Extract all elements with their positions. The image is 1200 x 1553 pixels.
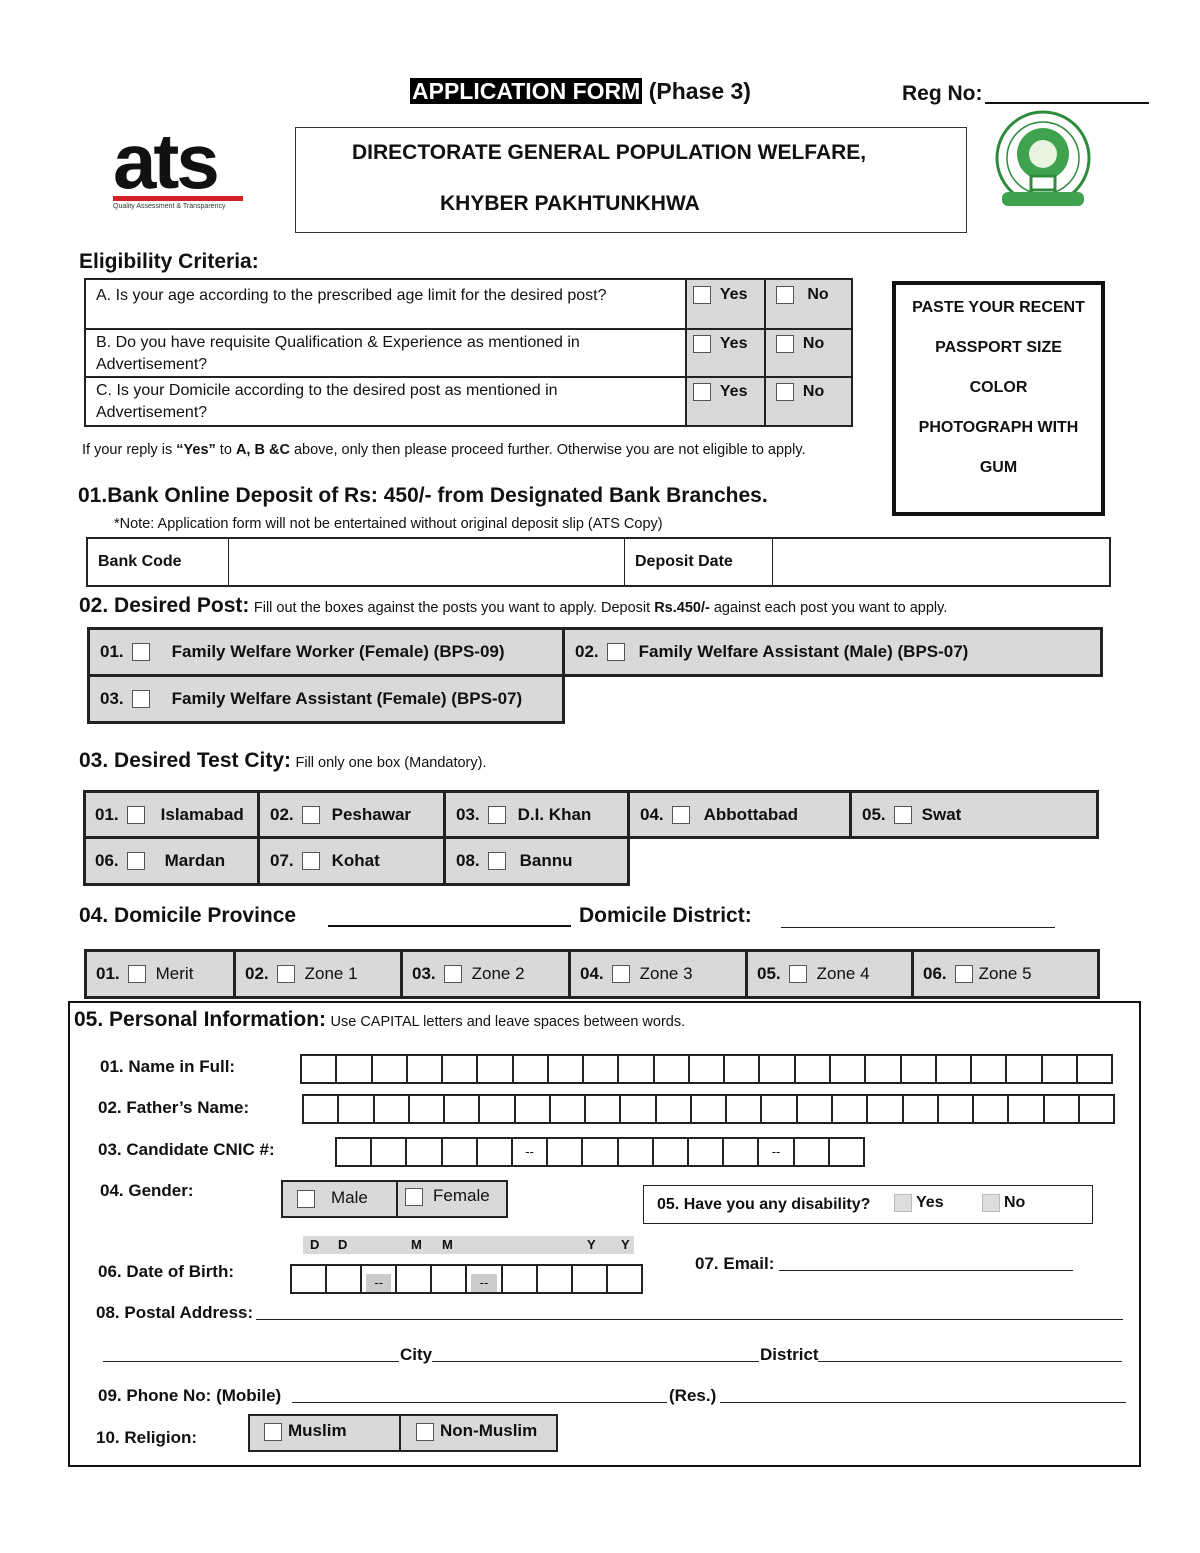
char-cell[interactable] (687, 1137, 722, 1167)
char-cell[interactable] (829, 1054, 864, 1084)
char-cell[interactable] (794, 1054, 829, 1084)
post-num: 02. (575, 642, 599, 661)
eligibility-b-no[interactable] (776, 335, 824, 353)
personal-subtitle: Use CAPITAL letters and leave spaces between words. (330, 1014, 686, 1030)
test-city-heading (79, 749, 486, 773)
char-cell[interactable] (547, 1054, 582, 1084)
city-label: City (400, 1345, 433, 1364)
photo-line-5: GUM (979, 459, 1018, 476)
checkbox-icon[interactable] (693, 335, 711, 353)
eligibility-a-no[interactable] (776, 286, 829, 304)
city-option-1[interactable] (83, 790, 260, 839)
checkbox-icon[interactable] (277, 965, 295, 983)
city-label: Kohat (331, 851, 380, 870)
city-option-5[interactable] (849, 790, 1099, 839)
dob-header-d2: D (338, 1237, 348, 1252)
checkbox-icon[interactable] (776, 335, 794, 353)
zone-num: 02. (245, 964, 269, 983)
father-name-label: 02. Father’s Name: (98, 1098, 250, 1117)
gender-label: 04. Gender: (100, 1181, 194, 1200)
dob-header-m2: M (442, 1237, 453, 1252)
reg-no (902, 82, 983, 106)
char-cell[interactable] (443, 1094, 478, 1124)
note-abc: A, B &C (235, 442, 290, 458)
city-num: 01. (95, 804, 119, 824)
city-num: 08. (456, 851, 480, 870)
char-cell[interactable] (290, 1264, 325, 1294)
checkbox-icon[interactable] (488, 852, 506, 870)
yes-label: Yes (719, 286, 748, 304)
checkbox-icon[interactable] (607, 643, 625, 661)
personal-heading (74, 1008, 685, 1032)
city-num: 03. (456, 804, 480, 824)
char-cell[interactable] (408, 1094, 443, 1124)
char-cell[interactable] (970, 1054, 1005, 1084)
city-label: Peshawar (331, 804, 412, 824)
zone-label: Zone 4 (816, 964, 870, 983)
char-cell[interactable] (655, 1094, 690, 1124)
char-cell[interactable] (606, 1264, 643, 1294)
char-cell[interactable] (1007, 1094, 1042, 1124)
zone-num: 06. (923, 964, 947, 983)
char-cell[interactable] (690, 1094, 725, 1124)
char-cell[interactable] (581, 1137, 616, 1167)
checkbox-icon[interactable] (405, 1188, 423, 1206)
city-num: 04. (640, 804, 664, 824)
char-cell[interactable] (831, 1094, 866, 1124)
post-option-3[interactable] (87, 674, 565, 724)
disability-box (643, 1185, 1093, 1224)
postal-address-label: 08. Postal Address: (96, 1303, 254, 1322)
city-option-4[interactable] (627, 790, 852, 839)
city-option-7[interactable] (257, 836, 446, 886)
char-cell[interactable] (902, 1094, 937, 1124)
checkbox-icon[interactable] (693, 286, 711, 304)
sub-b: Rs.450/- (654, 600, 710, 616)
dob-header-y2: Y (621, 1237, 630, 1252)
reg-no-label: Reg No: (902, 82, 983, 105)
eligibility-table (84, 278, 853, 427)
phone-res-field[interactable] (720, 1402, 1126, 1403)
char-cell[interactable] (1043, 1094, 1078, 1124)
checkbox-icon[interactable] (416, 1423, 434, 1441)
checkbox-icon[interactable] (612, 965, 630, 983)
zone-num: 05. (757, 964, 781, 983)
checkbox-icon[interactable] (955, 965, 973, 983)
eligibility-question-b: B. Do you have requisite Qualification & Experience as mentioned in Advertisement? (96, 334, 580, 373)
checkbox-icon[interactable] (302, 806, 320, 824)
eligibility-question-a: A. Is your age according to the prescribed age limit for the desired post? (96, 287, 607, 304)
note-mid: to (215, 442, 236, 458)
char-cell[interactable] (512, 1054, 547, 1084)
zone-label: Zone 5 (978, 964, 1032, 983)
checkbox-icon[interactable] (128, 965, 146, 983)
zone-num: 01. (96, 964, 120, 983)
zone-option-4[interactable] (568, 949, 748, 999)
domicile-district-label: Domicile District: (579, 904, 752, 927)
eligibility-c-yes[interactable] (693, 383, 747, 401)
char-cell[interactable] (335, 1137, 370, 1167)
separator-text: -- (366, 1274, 391, 1292)
checkbox-icon[interactable] (672, 806, 690, 824)
bank-code-field[interactable] (230, 539, 623, 585)
checkbox-icon[interactable] (488, 806, 506, 824)
zone-label: Zone 2 (471, 964, 525, 983)
zone-label: Zone 3 (639, 964, 693, 983)
char-cell[interactable] (406, 1054, 441, 1084)
dis-no-label: No (1004, 1194, 1026, 1212)
city-label: Swat (921, 804, 962, 824)
char-cell[interactable] (371, 1054, 406, 1084)
bank-code-label: Bank Code (98, 553, 182, 570)
city-label: Mardan (164, 851, 226, 870)
checkbox-icon[interactable] (264, 1423, 282, 1441)
form-title (410, 78, 751, 105)
zone-option-5[interactable] (745, 949, 914, 999)
char-cell[interactable] (722, 1137, 757, 1167)
religion-non-muslim[interactable] (416, 1421, 537, 1441)
char-cell[interactable] (405, 1137, 440, 1167)
post-option-1[interactable] (87, 627, 565, 677)
checkbox-icon[interactable] (297, 1190, 315, 1208)
zone-option-6[interactable] (911, 949, 1100, 999)
char-cell[interactable] (430, 1264, 465, 1294)
char-cell[interactable] (584, 1094, 619, 1124)
eligibility-title: Eligibility Criteria: (79, 250, 259, 273)
char-cell[interactable] (441, 1054, 476, 1084)
organization-box (295, 127, 967, 233)
post-label: Family Welfare Worker (Female) (BPS-09) (171, 642, 505, 661)
logo-tagline: Quality Assessment & Transparency (113, 203, 226, 210)
bank-table (86, 537, 1111, 587)
char-cell[interactable] (758, 1054, 793, 1084)
phone-mobile-field[interactable] (292, 1402, 667, 1403)
checkbox-icon[interactable] (894, 1194, 912, 1212)
checkbox-icon[interactable] (982, 1194, 1000, 1212)
char-cell[interactable] (571, 1264, 606, 1294)
char-cell[interactable] (866, 1094, 901, 1124)
dob-header (303, 1236, 634, 1254)
domicile-province-field[interactable] (328, 925, 571, 927)
char-cell[interactable] (793, 1137, 828, 1167)
checkbox-icon[interactable] (693, 383, 711, 401)
checkbox-icon[interactable] (444, 965, 462, 983)
photo-box[interactable] (892, 281, 1105, 516)
dob-header-d1: D (310, 1237, 320, 1252)
separator-text: -- (525, 1144, 534, 1159)
char-cell[interactable] (937, 1094, 972, 1124)
checkbox-icon[interactable] (789, 965, 807, 983)
test-city-subtitle: Fill only one box (Mandatory). (295, 755, 487, 771)
char-cell[interactable] (476, 1054, 511, 1084)
city-label: Bannu (519, 851, 573, 870)
religion-options (248, 1414, 558, 1452)
char-cell[interactable] (478, 1094, 513, 1124)
post-num: 03. (100, 689, 124, 708)
city-label: Islamabad (160, 804, 244, 824)
city-option-8[interactable] (443, 836, 630, 886)
district-label: District (760, 1345, 819, 1364)
cnic-grid[interactable] (335, 1137, 865, 1167)
disability-label: 05. Have you any disability? (657, 1196, 871, 1213)
photo-line-3: COLOR (969, 379, 1028, 396)
city-option-6[interactable] (83, 836, 260, 886)
dob-label: 06. Date of Birth: (98, 1262, 235, 1281)
dob-header-y1: Y (587, 1237, 596, 1252)
char-cell[interactable] (935, 1054, 970, 1084)
checkbox-icon[interactable] (776, 286, 794, 304)
char-cell[interactable] (1005, 1054, 1040, 1084)
dob-header-m1: M (411, 1237, 422, 1252)
zone-label: Zone 1 (304, 964, 358, 983)
personal-title: 05. Personal Information: (74, 1008, 327, 1031)
non-muslim-label: Non-Muslim (440, 1421, 538, 1440)
separator-cell (465, 1264, 500, 1294)
desired-post-title: 02. Desired Post: (79, 594, 250, 617)
dob-grid[interactable] (290, 1264, 643, 1294)
zone-option-3[interactable] (400, 949, 571, 999)
form-title-label: APPLICATION FORM (412, 78, 641, 104)
char-cell[interactable] (582, 1054, 617, 1084)
zone-option-2[interactable] (233, 949, 403, 999)
char-cell[interactable] (900, 1054, 935, 1084)
char-cell[interactable] (619, 1094, 654, 1124)
eligibility-a-yes[interactable] (693, 286, 747, 304)
eligibility-question-c: C. Is your Domicile according to the desired post as mentioned in Advertisement? (96, 382, 558, 421)
char-cell[interactable] (688, 1054, 723, 1084)
char-cell[interactable] (1041, 1054, 1076, 1084)
city-num: 07. (270, 851, 294, 870)
phone-res-label: (Res.) (669, 1386, 717, 1405)
city-num: 06. (95, 851, 119, 870)
zone-label: Merit (155, 964, 194, 983)
domicile-province-label: 04. Domicile Province (79, 904, 297, 927)
sub-a: Fill out the boxes against the posts you want to apply. Deposit (253, 600, 655, 616)
dis-yes-label: Yes (916, 1194, 944, 1212)
name-label: 01. Name in Full: (100, 1057, 236, 1076)
deposit-date-label: Deposit Date (635, 553, 733, 570)
checkbox-icon[interactable] (894, 806, 912, 824)
form-phase: (Phase 3) (648, 78, 751, 104)
cnic-label: 03. Candidate CNIC #: (98, 1140, 275, 1159)
desired-post-subtitle (254, 600, 947, 616)
checkbox-icon[interactable] (127, 852, 145, 870)
city-option-2[interactable] (257, 790, 446, 839)
phone-mobile-label: 09. Phone No: (Mobile) (98, 1386, 282, 1405)
post-option-2[interactable] (562, 627, 1103, 677)
gender-male[interactable] (297, 1188, 368, 1208)
email-label: 07. Email: (695, 1254, 775, 1273)
note-suffix: above, only then please proceed further. Otherwise you are not eligible to apply. (289, 442, 806, 458)
photo-line-1: PASTE YOUR RECENT (912, 299, 1085, 316)
char-cell[interactable] (395, 1264, 430, 1294)
zone-num: 04. (580, 964, 604, 983)
yes-label: Yes (719, 335, 748, 353)
char-cell[interactable] (828, 1137, 865, 1167)
zone-option-1[interactable] (84, 949, 236, 999)
char-cell[interactable] (325, 1264, 360, 1294)
char-cell[interactable] (441, 1137, 476, 1167)
char-cell[interactable] (536, 1264, 571, 1294)
city-option-3[interactable] (443, 790, 630, 839)
postal-address-field[interactable] (256, 1319, 1123, 1320)
char-cell[interactable] (760, 1094, 795, 1124)
disability-no[interactable] (982, 1194, 1025, 1212)
gender-options (281, 1180, 508, 1218)
note-yes: “Yes” (176, 442, 216, 458)
eligibility-c-no[interactable] (776, 383, 824, 401)
char-cell[interactable] (546, 1137, 581, 1167)
char-cell[interactable] (335, 1054, 370, 1084)
separator-text: -- (471, 1274, 496, 1292)
address-line-2-field[interactable] (103, 1361, 399, 1362)
char-cell[interactable] (549, 1094, 584, 1124)
char-cell[interactable] (337, 1094, 372, 1124)
char-cell[interactable] (653, 1054, 688, 1084)
char-cell[interactable] (501, 1264, 536, 1294)
post-num: 01. (100, 642, 124, 661)
eligibility-b-yes[interactable] (693, 335, 747, 353)
father-name-grid[interactable] (302, 1094, 1115, 1124)
separator-text: -- (771, 1144, 781, 1159)
city-num: 05. (862, 804, 886, 824)
separator-cell (757, 1137, 792, 1167)
char-cell[interactable] (617, 1054, 652, 1084)
char-cell[interactable] (725, 1094, 760, 1124)
city-num: 02. (270, 804, 294, 824)
city-label: Abbottabad (703, 804, 799, 824)
reg-no-field[interactable] (985, 102, 1149, 104)
no-label: No (802, 383, 825, 401)
logo-text: ats (113, 117, 217, 205)
photo-line-2: PASSPORT SIZE (935, 339, 1062, 356)
char-cell[interactable] (514, 1094, 549, 1124)
sub-c: against each post you want to apply. (709, 600, 948, 616)
checkbox-icon[interactable] (127, 806, 145, 824)
char-cell[interactable] (302, 1094, 337, 1124)
zone-num: 03. (412, 964, 436, 983)
char-cell[interactable] (373, 1094, 408, 1124)
religion-label: 10. Religion: (96, 1428, 198, 1447)
religion-muslim[interactable] (264, 1421, 347, 1441)
bank-note: *Note: Application form will not be entertained without original deposit slip (ATS Copy) (114, 516, 663, 532)
char-cell[interactable] (864, 1054, 899, 1084)
female-label: Female (433, 1186, 490, 1205)
org-line-2: KHYBER PAKHTUNKHWA (440, 192, 700, 215)
city-field[interactable] (432, 1361, 759, 1362)
test-city-title: 03. Desired Test City: (79, 749, 292, 772)
desired-post-heading (79, 594, 947, 618)
checkbox-icon[interactable] (132, 690, 150, 708)
deposit-date-field[interactable] (774, 539, 1109, 585)
char-cell[interactable] (972, 1094, 1007, 1124)
gender-female[interactable] (405, 1186, 490, 1206)
ats-logo (113, 117, 248, 217)
char-cell[interactable] (617, 1137, 652, 1167)
char-cell[interactable] (1078, 1094, 1115, 1124)
eligibility-note (82, 442, 806, 458)
disability-yes[interactable] (894, 1194, 944, 1212)
char-cell[interactable] (300, 1054, 335, 1084)
male-label: Male (331, 1188, 368, 1207)
org-line-1: DIRECTORATE GENERAL POPULATION WELFARE, (352, 141, 867, 164)
post-label: Family Welfare Assistant (Male) (BPS-07) (638, 642, 969, 661)
checkbox-icon[interactable] (776, 383, 794, 401)
char-cell[interactable] (796, 1094, 831, 1124)
muslim-label: Muslim (288, 1421, 347, 1440)
district-field[interactable] (818, 1361, 1122, 1362)
city-label: D.I. Khan (517, 804, 592, 824)
char-cell[interactable] (476, 1137, 511, 1167)
email-field[interactable] (779, 1270, 1073, 1271)
char-cell[interactable] (1076, 1054, 1113, 1084)
checkbox-icon[interactable] (132, 643, 150, 661)
separator-cell (360, 1264, 395, 1294)
char-cell[interactable] (370, 1137, 405, 1167)
char-cell[interactable] (723, 1054, 758, 1084)
photo-line-4: PHOTOGRAPH WITH (918, 419, 1079, 436)
checkbox-icon[interactable] (302, 852, 320, 870)
kp-seal-logo (994, 110, 1092, 216)
note-prefix: If your reply is (82, 442, 177, 458)
no-label: No (807, 286, 829, 304)
yes-label: Yes (719, 383, 748, 401)
domicile-district-field[interactable] (781, 927, 1055, 928)
char-cell[interactable] (652, 1137, 687, 1167)
name-grid[interactable] (300, 1054, 1113, 1084)
post-label: Family Welfare Assistant (Female) (BPS-07) (171, 689, 523, 708)
no-label: No (802, 335, 825, 353)
bank-title: 01.Bank Online Deposit of Rs: 450/- from Designated Bank Branches. (78, 484, 768, 507)
separator-cell (511, 1137, 546, 1167)
